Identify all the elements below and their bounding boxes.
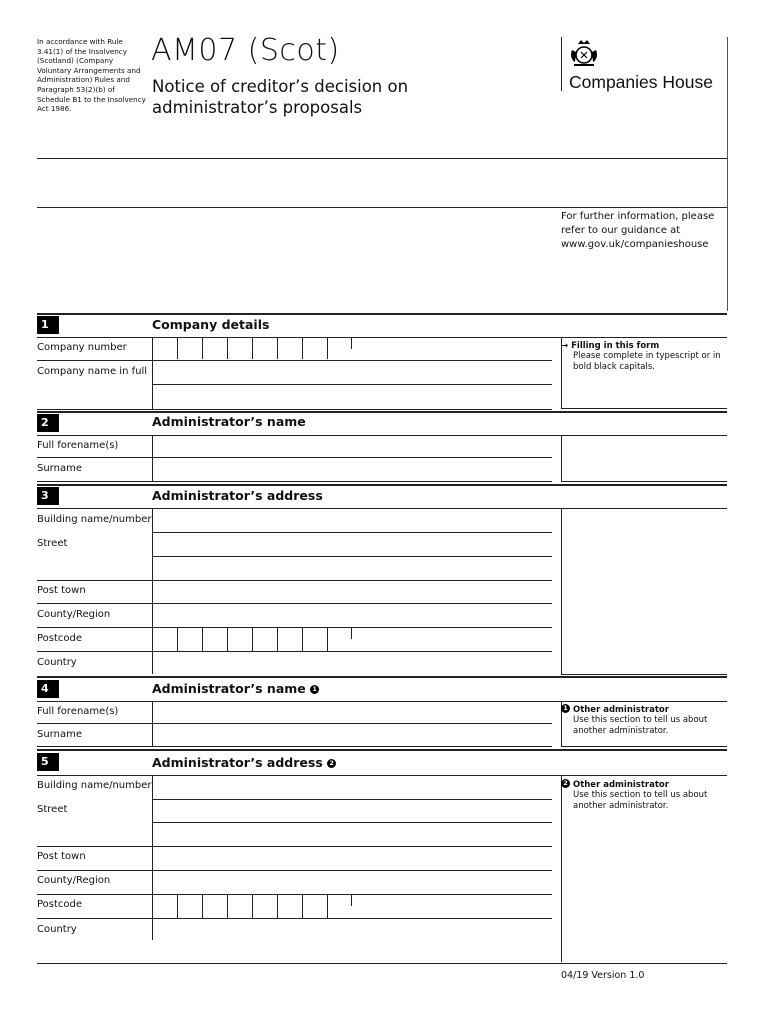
legal-reference: In accordance with Rule 3.41(1) of the Insolvency (Scotland) (Company Voluntary Arrangements and Administration) Rules and Paragraph 53(2)(b) of Schedule B1 to the Insolvency Act 1986. <box>37 37 146 114</box>
country-input-2[interactable] <box>153 919 551 940</box>
building-input-2[interactable] <box>153 776 551 798</box>
section-number: 2 <box>37 414 59 432</box>
section-title-administrator-name-2: Administrator’s name 1 <box>152 681 319 696</box>
label-county: County/Region <box>37 609 111 620</box>
section-title-administrator-address-2: Administrator’s address 2 <box>152 755 336 770</box>
further-information: For further information, please refer to our guidance at www.gov.uk/companieshouse <box>561 211 715 250</box>
label-company-name: Company name in full <box>37 366 147 377</box>
section-number: 1 <box>37 316 59 334</box>
company-number-input[interactable] <box>153 338 351 359</box>
note-marker-2: 2 <box>327 759 336 768</box>
post-town-input-2[interactable] <box>153 847 551 869</box>
label-forenames: Full forename(s) <box>37 440 119 451</box>
label-post-town: Post town <box>37 851 86 862</box>
form-title: Notice of creditor’s decision on administrator’s proposals <box>152 77 409 117</box>
section-number: 4 <box>37 680 59 698</box>
administrator-forenames-input[interactable] <box>153 436 551 456</box>
companies-house-logo-text: Companies House <box>569 72 713 92</box>
label-post-town: Post town <box>37 585 86 596</box>
post-town-input[interactable] <box>153 581 551 602</box>
street-input-2-line-2[interactable] <box>153 823 551 845</box>
company-name-input-line-2[interactable] <box>153 385 551 407</box>
section-title-administrator-address: Administrator’s address <box>152 488 323 503</box>
label-county: County/Region <box>37 875 111 886</box>
other-administrator-note: 1 Other administrator Use this section to tell us about another administrator. <box>561 704 729 736</box>
administrator-2-forenames-input[interactable] <box>153 702 551 722</box>
label-surname: Surname <box>37 729 82 740</box>
section-number: 5 <box>37 753 59 771</box>
form-code: AM07 (Scot) <box>151 33 340 68</box>
note-marker-1: 1 <box>310 685 319 694</box>
label-postcode: Postcode <box>37 633 83 644</box>
county-input[interactable] <box>153 604 551 626</box>
label-country: Country <box>37 924 77 935</box>
administrator-2-surname-input[interactable] <box>153 724 551 745</box>
label-country: Country <box>37 657 77 668</box>
section-number: 3 <box>37 487 59 505</box>
form-version: 04/19 Version 1.0 <box>561 970 645 981</box>
street-input-2[interactable] <box>153 800 551 821</box>
label-building: Building name/number <box>37 514 152 525</box>
label-street: Street <box>37 804 68 815</box>
street-input-line-2[interactable] <box>153 557 551 579</box>
label-building: Building name/number <box>37 780 152 791</box>
postcode-input[interactable] <box>153 628 351 650</box>
label-surname: Surname <box>37 463 82 474</box>
section-title-company-details: Company details <box>152 317 270 332</box>
filling-in-form-note: → Filling in this form Please complete in typescript or in bold black capitals. <box>561 341 721 372</box>
country-input[interactable] <box>153 652 551 674</box>
royal-crest-icon <box>568 38 600 68</box>
label-forenames: Full forename(s) <box>37 706 119 717</box>
label-company-number: Company number <box>37 342 127 353</box>
other-administrator-note-2: 2 Other administrator Use this section to tell us about another administrator. <box>561 779 729 811</box>
county-input-2[interactable] <box>153 871 551 893</box>
building-input[interactable] <box>153 509 551 531</box>
section-title-administrator-name: Administrator’s name <box>152 414 306 429</box>
administrator-surname-input[interactable] <box>153 458 551 480</box>
label-postcode: Postcode <box>37 899 83 910</box>
label-street: Street <box>37 538 68 549</box>
street-input[interactable] <box>153 533 551 555</box>
company-name-input[interactable] <box>153 361 551 383</box>
postcode-input-2[interactable] <box>153 895 351 917</box>
